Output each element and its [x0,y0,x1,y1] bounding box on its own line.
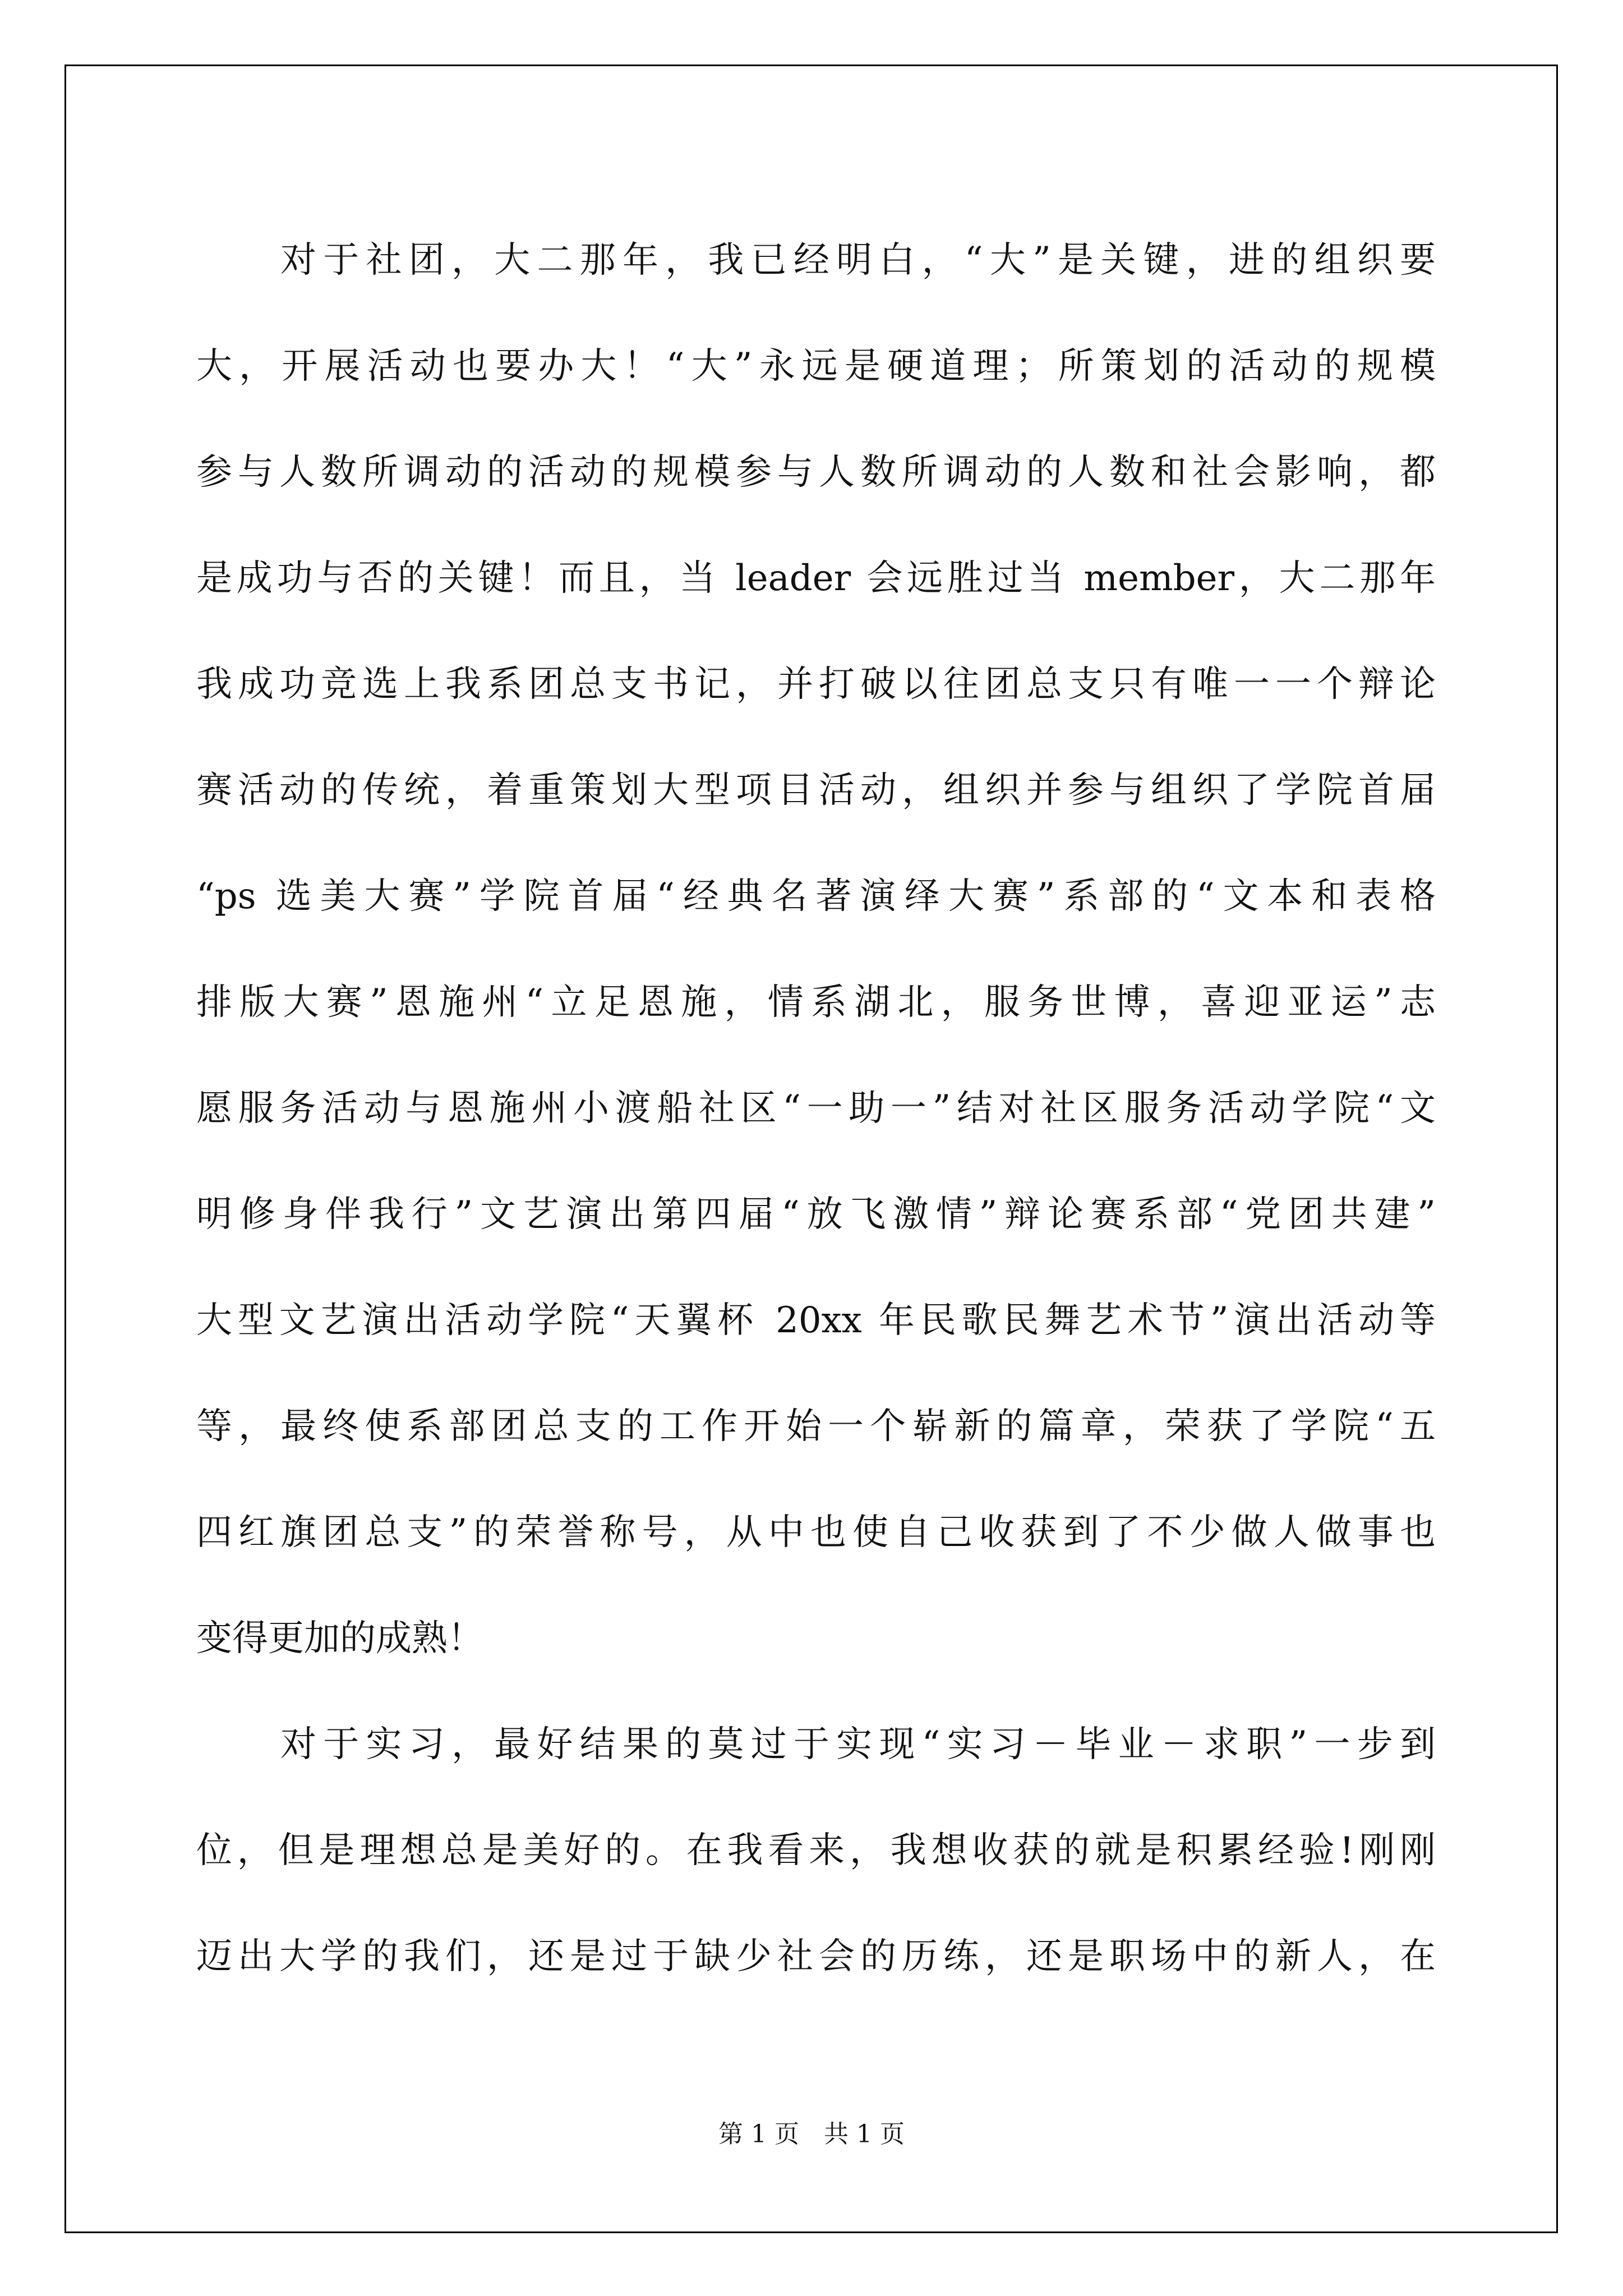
page-number-footer: 第 1 页 共 1 页 [718,2120,905,2148]
paragraph-2-line-2: 位，但是理想总是美好的。在我看来，我想收获的就是积累经验!刚刚 [196,1830,1436,1871]
paragraph-1-line-4: 是成功与否的关键！而且，当 leader 会远胜过当 member，大二那年 [196,558,1436,599]
paragraph-1-line-11: 大型文艺演出活动学院“天翼杯 20xx 年民歌民舞艺术节”演出活动等 [196,1300,1436,1341]
paragraph-1-line-1: 对于社团，大二那年，我已经明白，“大”是关键，进的组织要 [280,240,1436,281]
paragraph-1-line-7: “ps 选美大赛”学院首届“经典名著演绎大赛”系部的“文本和表格 [196,876,1436,917]
paragraph-2-line-3: 迈出大学的我们，还是过于缺少社会的历练，还是职场中的新人，在 [196,1936,1436,1977]
paragraph-1-line-5: 我成功竞选上我系团总支书记，并打破以往团总支只有唯一一个辩论 [196,664,1436,705]
paragraph-1-line-14: 变得更加的成熟！ [196,1618,483,1659]
paragraph-1-line-10: 明修身伴我行”文艺演出第四届“放飞激情”辩论赛系部“党团共建” [196,1194,1436,1235]
paragraph-1-line-6: 赛活动的传统，着重策划大型项目活动，组织并参与组织了学院首届 [196,770,1436,811]
document-body [196,208,1436,2010]
paragraph-1-line-3: 参与人数所调动的活动的规模参与人数所调动的人数和社会影响，都 [196,452,1436,493]
paragraph-1-line-2: 大，开展活动也要办大！“大”永远是硬道理；所策划的活动的规模 [196,346,1436,387]
paragraph-1-line-8: 排版大赛”恩施州“立足恩施，情系湖北，服务世博，喜迎亚运”志 [196,982,1436,1023]
paragraph-1-line-12: 等，最终使系部团总支的工作开始一个崭新的篇章，荣获了学院“五 [196,1406,1436,1447]
paragraph-1-line-13: 四红旗团总支”的荣誉称号，从中也使自己收获到了不少做人做事也 [196,1512,1436,1553]
paragraph-1-line-9: 愿服务活动与恩施州小渡船社区“一助一”结对社区服务活动学院“文 [196,1088,1436,1129]
paragraph-2-line-1: 对于实习，最好结果的莫过于实现“实习－毕业－求职”一步到 [280,1724,1436,1765]
